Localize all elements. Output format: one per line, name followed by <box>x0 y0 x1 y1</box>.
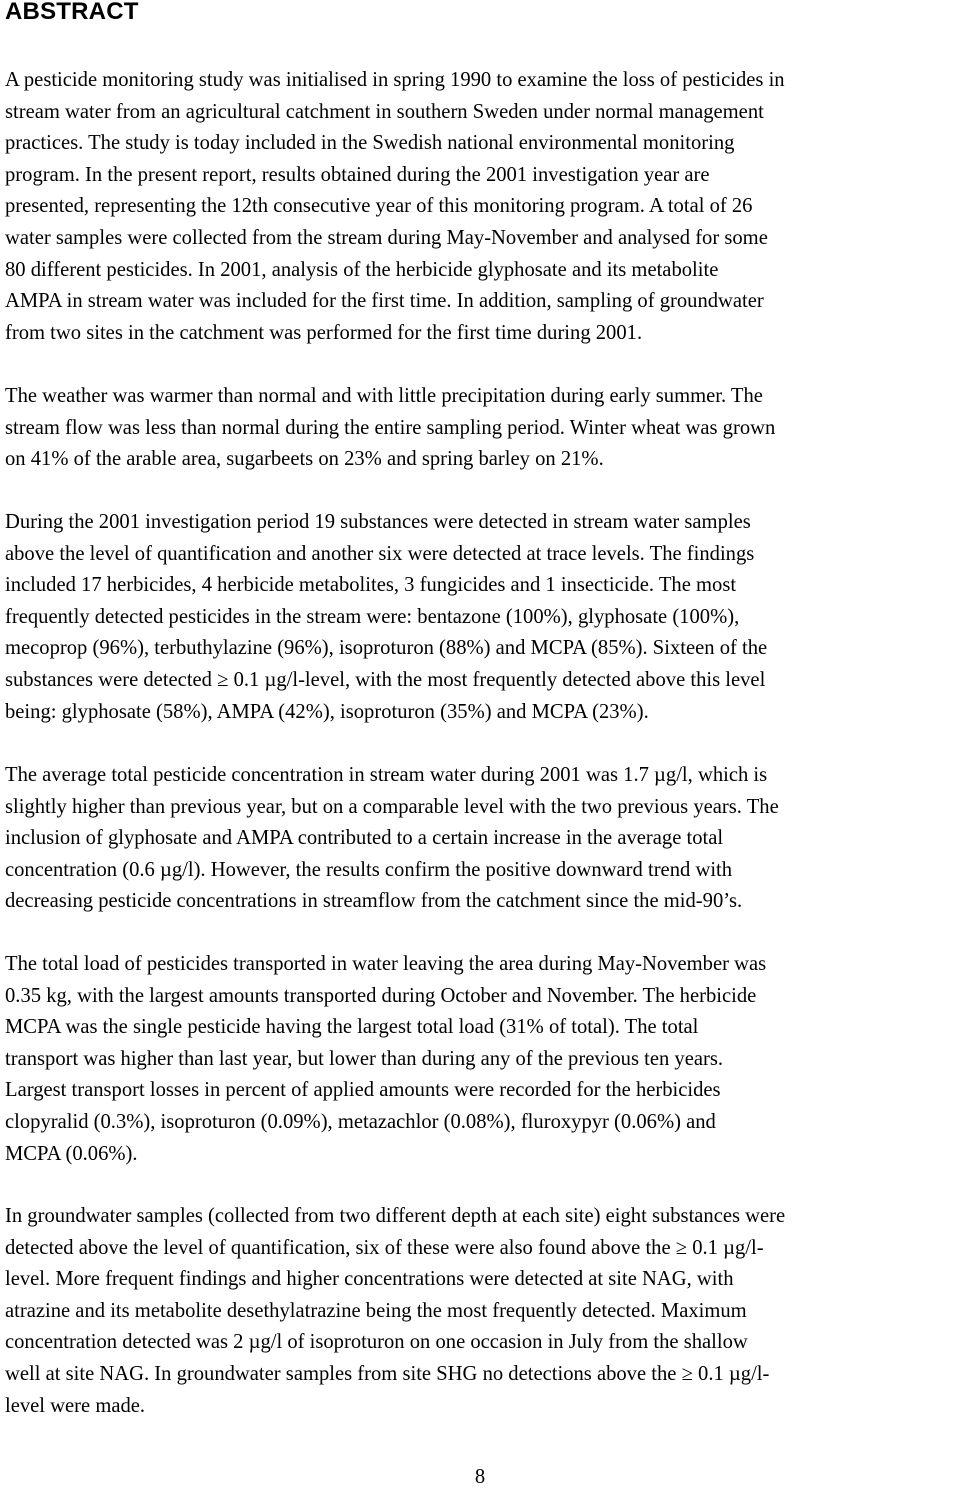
document-page <box>5 0 960 1417</box>
paragraph-study-overview <box>5 65 785 349</box>
paragraph-total-load <box>5 949 766 1170</box>
paragraph-line: well at site NAG. In groundwater samples from site SHG no detections above the ≥ 0.1 µg/l- <box>5 1362 770 1385</box>
paragraph-line: being: glyphosate (58%), AMPA (42%), isoproturon (35%) and MCPA (23%). <box>5 700 649 723</box>
paragraph-line: MCPA was the single pesticide having the largest total load (31% of total). The total <box>5 1016 699 1039</box>
paragraph-line: During the 2001 investigation period 19 substances were detected in stream water samples <box>5 511 751 533</box>
abstract-heading: ABSTRACT <box>5 0 139 25</box>
paragraph-line: program. In the present report, results obtained during the 2001 investigation year are <box>5 163 710 186</box>
paragraph-line: detected above the level of quantification, six of these were also found above the ≥ 0.1 µg/l- <box>5 1236 764 1259</box>
paragraph-line: A pesticide monitoring study was initialised in spring 1990 to examine the loss of pesticides in <box>5 69 785 91</box>
paragraph-line: atrazine and its metabolite desethylatrazine being the most frequently detected. Maximum <box>5 1299 747 1322</box>
paragraph-line: on 41% of the arable area, sugarbeets on 23% and spring barley on 21%. <box>5 448 604 471</box>
paragraph-line: frequently detected pesticides in the stream were: bentazone (100%), glyphosate (100%), <box>5 605 740 628</box>
paragraph-line: included 17 herbicides, 4 herbicide metabolites, 3 fungicides and 1 insecticide. The most <box>5 574 737 597</box>
paragraph-line: The weather was warmer than normal and with little precipitation during early summer. The <box>5 385 763 407</box>
paragraph-line: mecoprop (96%), terbuthylazine (96%), isoproturon (88%) and MCPA (85%). Sixteen of the <box>5 637 768 660</box>
paragraph-line: water samples were collected from the stream during May-November and analysed for some <box>5 226 768 249</box>
paragraph-line: clopyralid (0.3%), isoproturon (0.09%), metazachlor (0.08%), fluroxypyr (0.06%) and <box>5 1110 716 1133</box>
paragraph-line: decreasing pesticide concentrations in streamflow from the catchment since the mid-90’s. <box>5 890 743 913</box>
paragraph-line: Largest transport losses in percent of applied amounts were recorded for the herbicides <box>5 1079 721 1102</box>
paragraph-weather <box>5 381 775 476</box>
paragraph-line: The average total pesticide concentration in stream water during 2001 was 1.7 µg/l, which is <box>5 764 768 786</box>
paragraph-line: substances were detected ≥ 0.1 µg/l-level, with the most frequently detected above this level <box>5 668 766 691</box>
paragraph-line: transport was higher than last year, but lower than during any of the previous ten years. <box>5 1047 724 1070</box>
page-number: 8 <box>474 1466 486 1488</box>
paragraph-line: from two sites in the catchment was performed for the first time during 2001. <box>5 321 643 344</box>
paragraph-line: inclusion of glyphosate and AMPA contributed to a certain increase in the average total <box>5 827 724 850</box>
paragraph-line: level were made. <box>5 1394 146 1417</box>
paragraph-line: stream water from an agricultural catchment in southern Sweden under normal management <box>5 100 764 123</box>
paragraph-line: concentration (0.6 µg/l). However, the results confirm the positive downward trend with <box>5 858 733 881</box>
paragraph-line: presented, representing the 12th consecutive year of this monitoring program. A total of 26 <box>5 195 753 218</box>
paragraph-line: 80 different pesticides. In 2001, analysis of the herbicide glyphosate and its metabolite <box>5 258 719 281</box>
paragraph-line: level. More frequent findings and higher concentrations were detected at site NAG, with <box>5 1268 734 1291</box>
paragraph-line: MCPA (0.06%). <box>5 1142 138 1165</box>
paragraph-line: above the level of quantification and another six were detected at trace levels. The findings <box>5 542 755 565</box>
paragraph-line: stream flow was less than normal during the entire sampling period. Winter wheat was grown <box>5 416 776 439</box>
paragraph-average-concentration <box>5 760 779 918</box>
paragraph-line: 0.35 kg, with the largest amounts transported during October and November. The herbicide <box>5 984 757 1007</box>
paragraph-line: concentration detected was 2 µg/l of isoproturon on one occasion in July from the shallow <box>5 1331 748 1354</box>
paragraph-line: slightly higher than previous year, but on a comparable level with the two previous years. The <box>5 795 779 818</box>
paragraph-line: In groundwater samples (collected from two different depth at each site) eight substances were <box>5 1205 786 1227</box>
paragraph-line: practices. The study is today included in the Swedish national environmental monitoring <box>5 132 735 155</box>
paragraph-line: The total load of pesticides transported in water leaving the area during May-November was <box>5 953 767 975</box>
paragraph-detections <box>5 507 767 728</box>
paragraph-groundwater <box>5 1201 785 1422</box>
paragraph-line: AMPA in stream water was included for the first time. In addition, sampling of groundwater <box>5 290 764 313</box>
